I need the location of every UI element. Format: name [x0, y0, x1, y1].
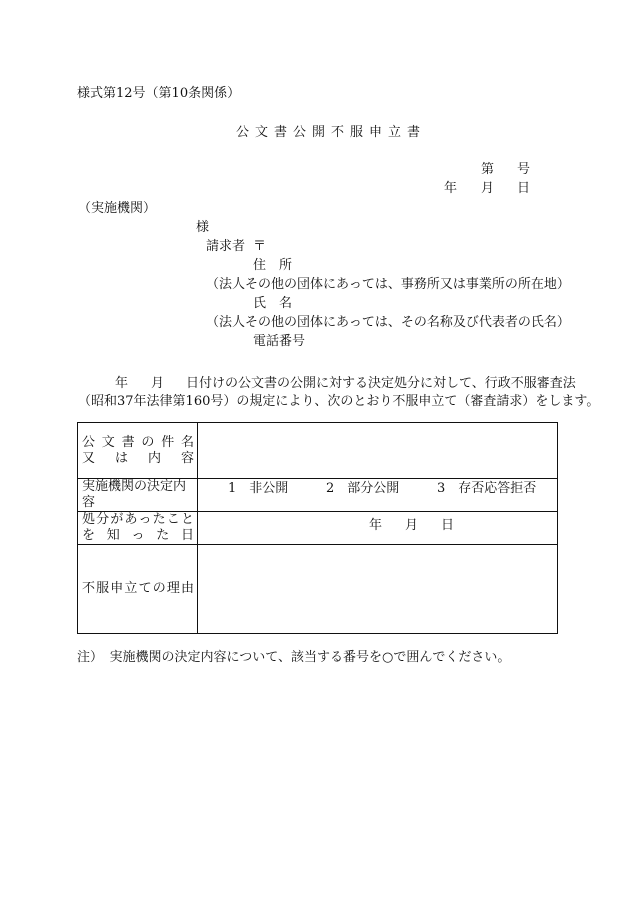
reason-label — [78, 545, 198, 634]
body-line2-text: （昭和37年法律第160号）の規定により、次のとおり不服申立て（審査請求）をします。 — [78, 394, 600, 409]
document-subject-label-line2: 又は内容 — [82, 450, 194, 466]
recipient-label: （実施機関） — [78, 201, 157, 216]
recipient-honorific: 様 — [196, 220, 210, 235]
body-year: 年 — [115, 376, 129, 391]
form-number: 様式第12号（第10条関係） — [77, 86, 241, 101]
address-label: 住 所 — [253, 258, 293, 273]
known-date-field[interactable] — [198, 512, 558, 545]
document-subject-field[interactable] — [198, 423, 558, 479]
doc-number-dai: 第 — [481, 162, 495, 177]
decision-label-text: 実施機関の決定内容 — [82, 479, 187, 510]
date-year: 年 — [444, 181, 458, 196]
phone-label: 電話番号 — [253, 334, 306, 349]
date-day: 日 — [517, 181, 531, 196]
option-existence-refusal[interactable]: 3 存否応答拒否 — [437, 481, 537, 496]
known-date-label-line1: 処分があったこと — [82, 512, 194, 527]
table-row-decision — [78, 479, 558, 512]
option-partial-disclosure[interactable]: 2 部分公開 — [326, 481, 400, 496]
option-non-disclosure[interactable]: 1 非公開 — [228, 481, 289, 496]
doc-number-go: 号 — [517, 162, 531, 177]
decision-label — [78, 479, 198, 512]
known-date-year: 年 — [369, 518, 383, 533]
name-note: （法人その他の団体にあっては、その名称及び代表者の氏名） — [206, 315, 570, 330]
name-label: 氏 名 — [253, 296, 293, 311]
document-subject-label-line1: 公文書の件名 — [82, 434, 194, 450]
document-subject-label — [78, 423, 198, 479]
table-row-reason — [78, 545, 558, 634]
known-date-month: 月 — [405, 518, 419, 533]
table-row-known-date — [78, 512, 558, 545]
decision-options — [198, 479, 558, 512]
reason-label-text: 不服申立ての理由 — [82, 581, 194, 596]
date-month: 月 — [481, 181, 495, 196]
known-date-day: 日 — [441, 518, 455, 533]
applicant-label: 請求者 — [206, 239, 246, 254]
reason-field[interactable] — [198, 545, 558, 634]
address-note: （法人その他の団体にあっては、事務所又は事業所の所在地） — [206, 277, 570, 292]
postal-mark: 〒 — [253, 239, 267, 254]
document-title: 公文書公開不服申立書 — [236, 125, 427, 140]
known-date-label — [78, 512, 198, 545]
appeal-form-table — [77, 422, 558, 634]
footnote: 注） 実施機関の決定内容について、該当する番号を○で囲んでください。 — [77, 650, 511, 665]
known-date-label-line2: を知った日 — [82, 528, 194, 543]
body-month: 月 — [151, 376, 165, 391]
table-row-document-subject — [78, 423, 558, 479]
body-line1-text: 日付けの公文書の公開に対する決定処分に対して、行政不服審査法 — [186, 376, 576, 391]
